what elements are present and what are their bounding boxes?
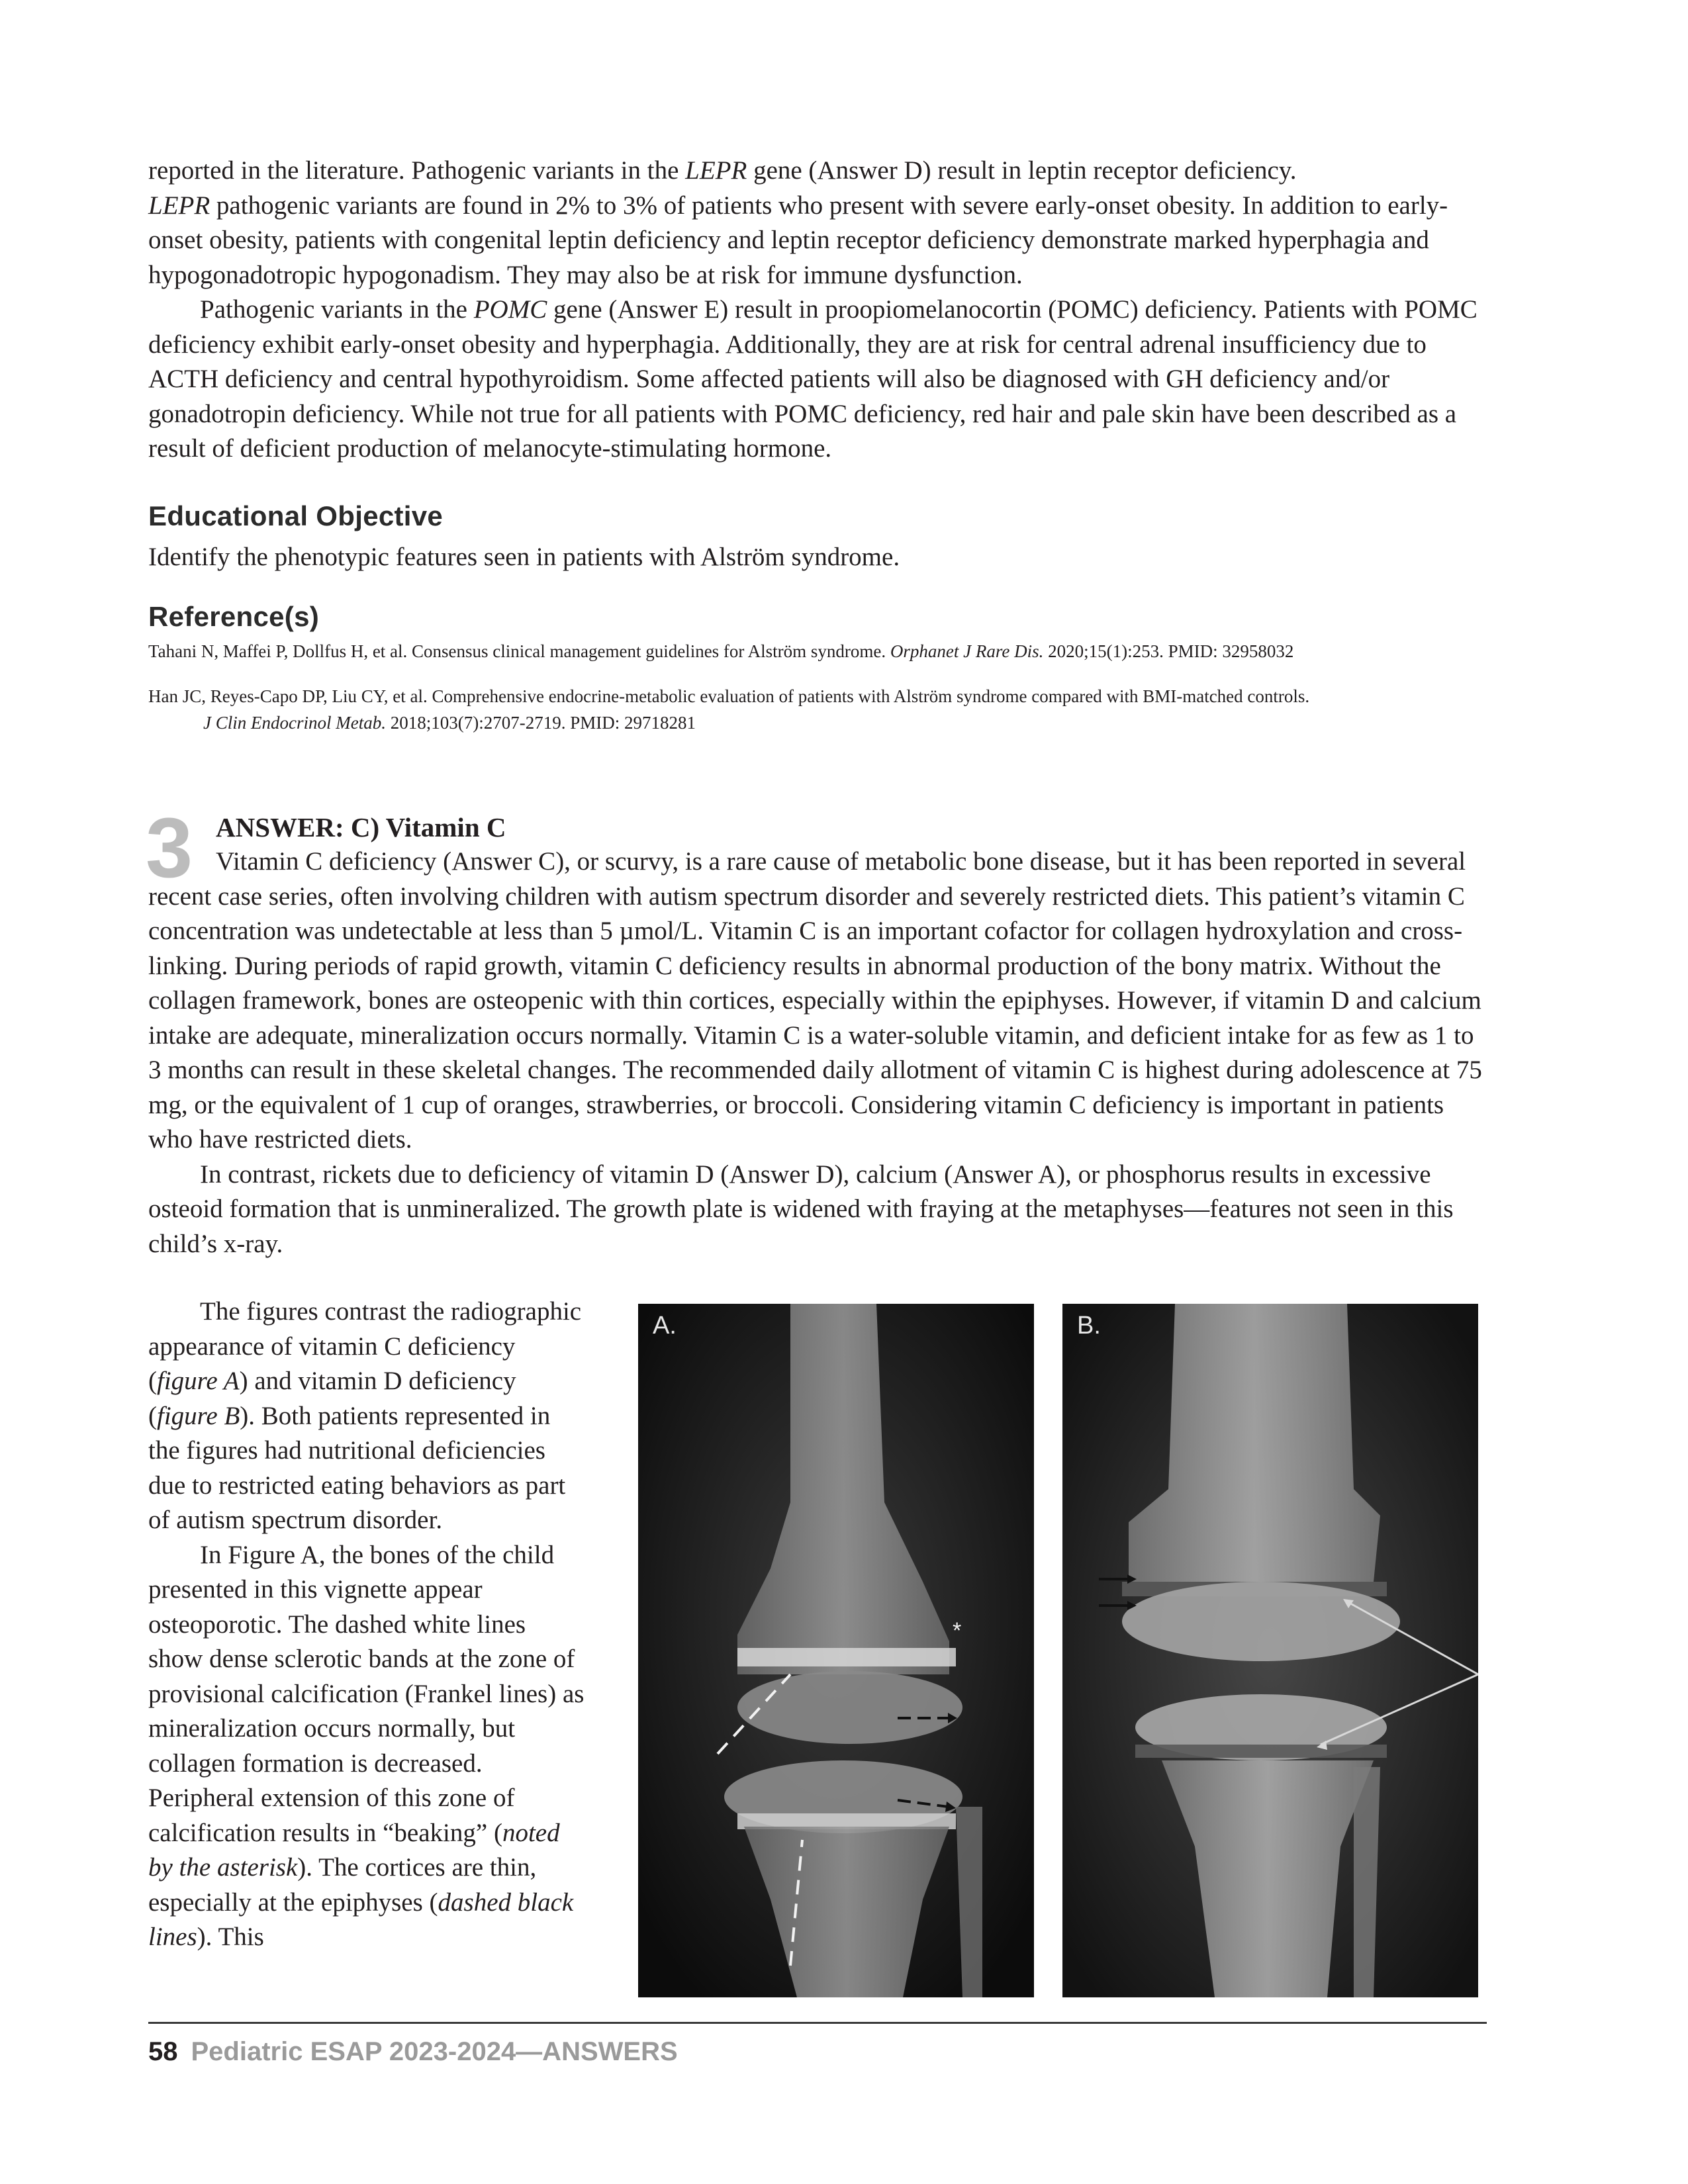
page-number: 58 xyxy=(148,2037,178,2066)
footer-divider xyxy=(148,2022,1487,2024)
figure-paragraph-2: In Figure A, the bones of the child presented in this vignette appear osteoporotic. The dashed white lines show dense sclerotic bands at the zone of provisional calcification (Frankel lines) as mineralization occurs normally, but collagen formation is decreased. Peripheral extension of this zone of calcification results in “beaking” (noted by the asterisk). The cortices are thin, especially at the epiphyses (dashed black lines). This xyxy=(148,1540,585,1951)
figure-a-image xyxy=(638,1304,1034,1997)
figure-b-image xyxy=(1062,1304,1478,1997)
beaking-asterisk: * xyxy=(953,1618,962,1643)
objective-heading: Educational Objective xyxy=(148,500,444,531)
paragraph-lepr: reported in the literature. Pathogenic variants in the LEPR gene (Answer D) result in leptin receptor deficiency. LEPR pathogenic variants are found in 2% to 3% of patients who present with severe early-onset obesity. In addition to early-onset obesity, patients with congenital leptin deficiency and leptin receptor deficiency demonstrate marked hyperphagia and hypogonadotropic hypogonadism. They may also be at risk for immune dysfunction. xyxy=(148,156,1448,289)
figure-b-xray xyxy=(1062,1304,1478,1997)
reference-1: Tahani N, Maffei P, Dollfus H, et al. Consensus clinical management guidelines for Alström syndrome. Orphanet J Rare Dis. 2020;15(1):253. PMID: 32958032 xyxy=(148,641,1294,661)
figure-b-label: B. xyxy=(1077,1312,1101,1340)
answer-paragraph-2: In contrast, rickets due to deficiency of vitamin D (Answer D), calcium (Answer A), or phosphorus results in excessive osteoid formation that is unmineralized. The growth plate is widened with fraying at the metaphyses—features not seen in this child’s x-ray. xyxy=(148,1160,1454,1258)
objective-text: Identify the phenotypic features seen in patients with Alström syndrome. xyxy=(148,543,900,571)
reference-2: Han JC, Reyes-Capo DP, Liu CY, et al. Comprehensive endocrine-metabolic evaluation of patients with Alström syndrome compared with BMI-matched controls. J Clin Endocrinol Metab. 2018;103(7):2707-2719. PMID: 29718281 xyxy=(148,686,1310,733)
figure-a-label: A. xyxy=(653,1312,677,1340)
question-number: 3 xyxy=(146,801,193,895)
figure-paragraph-1: The figures contrast the radiographic appearance of vitamin C deficiency (figure A) and vitamin D deficiency (figure B). Both patients represented in the figures had nutritional deficiencies due to restricted eating behaviors as part of autism spectrum disorder. xyxy=(148,1297,582,1534)
paragraph-pomc: Pathogenic variants in the POMC gene (Answer E) result in proopiomelanocortin (POMC) deficiency. Patients with POMC deficiency exhibit early-onset obesity and hyperphagia. Additionally, they are at risk for central adrenal insufficiency due to ACTH deficiency and central hypothyroidism. Some affected patients will also be diagnosed with GH deficiency and/or gonadotropin deficiency. While not true for all patients with POMC deficiency, red hair and pale skin have been described as a result of deficient production of melanocyte-stimulating hormone. xyxy=(148,295,1477,463)
answer-body xyxy=(148,844,1492,1261)
continuation-text xyxy=(148,154,1485,467)
page-footer xyxy=(148,2037,678,2067)
answer-paragraph-1: Vitamin C deficiency (Answer C), or scurvy, is a rare cause of metabolic bone disease, but it has been reported in several recent case series, often involving children with autism spectrum disorder and severely restricted diets. This patient’s vitamin C concentration was undetectable at less than 5 µmol/L. Vitamin C is an important cofactor for collagen hydroxylation and cross-linking. During periods of rapid growth, vitamin C deficiency results in abnormal production of the bony matrix. Without the collagen framework, bones are osteopenic with thin cortices, especially within the epiphyses. However, if vitamin D and calcium intake are adequate, mineralization occurs normally. Vitamin C is a water-soluble vitamin, and deficient intake for as few as 1 to 3 months can result in these skeletal changes. The recommended daily allotment of vitamin C is highest during adolescence at 75 mg, or the equivalent of 1 cup of oranges, strawberries, or broccoli. Considering vitamin C deficiency is important in patients who have restricted diets. xyxy=(148,847,1482,1154)
references-heading: Reference(s) xyxy=(148,601,320,632)
figure-a-xray xyxy=(638,1304,1034,1997)
frankel-line-femur xyxy=(737,1648,956,1666)
answer-title: ANSWER: C) Vitamin C xyxy=(216,812,506,842)
publication-title: Pediatric ESAP 2023-2024—ANSWERS xyxy=(191,2037,678,2066)
figure-discussion xyxy=(148,1295,585,1955)
